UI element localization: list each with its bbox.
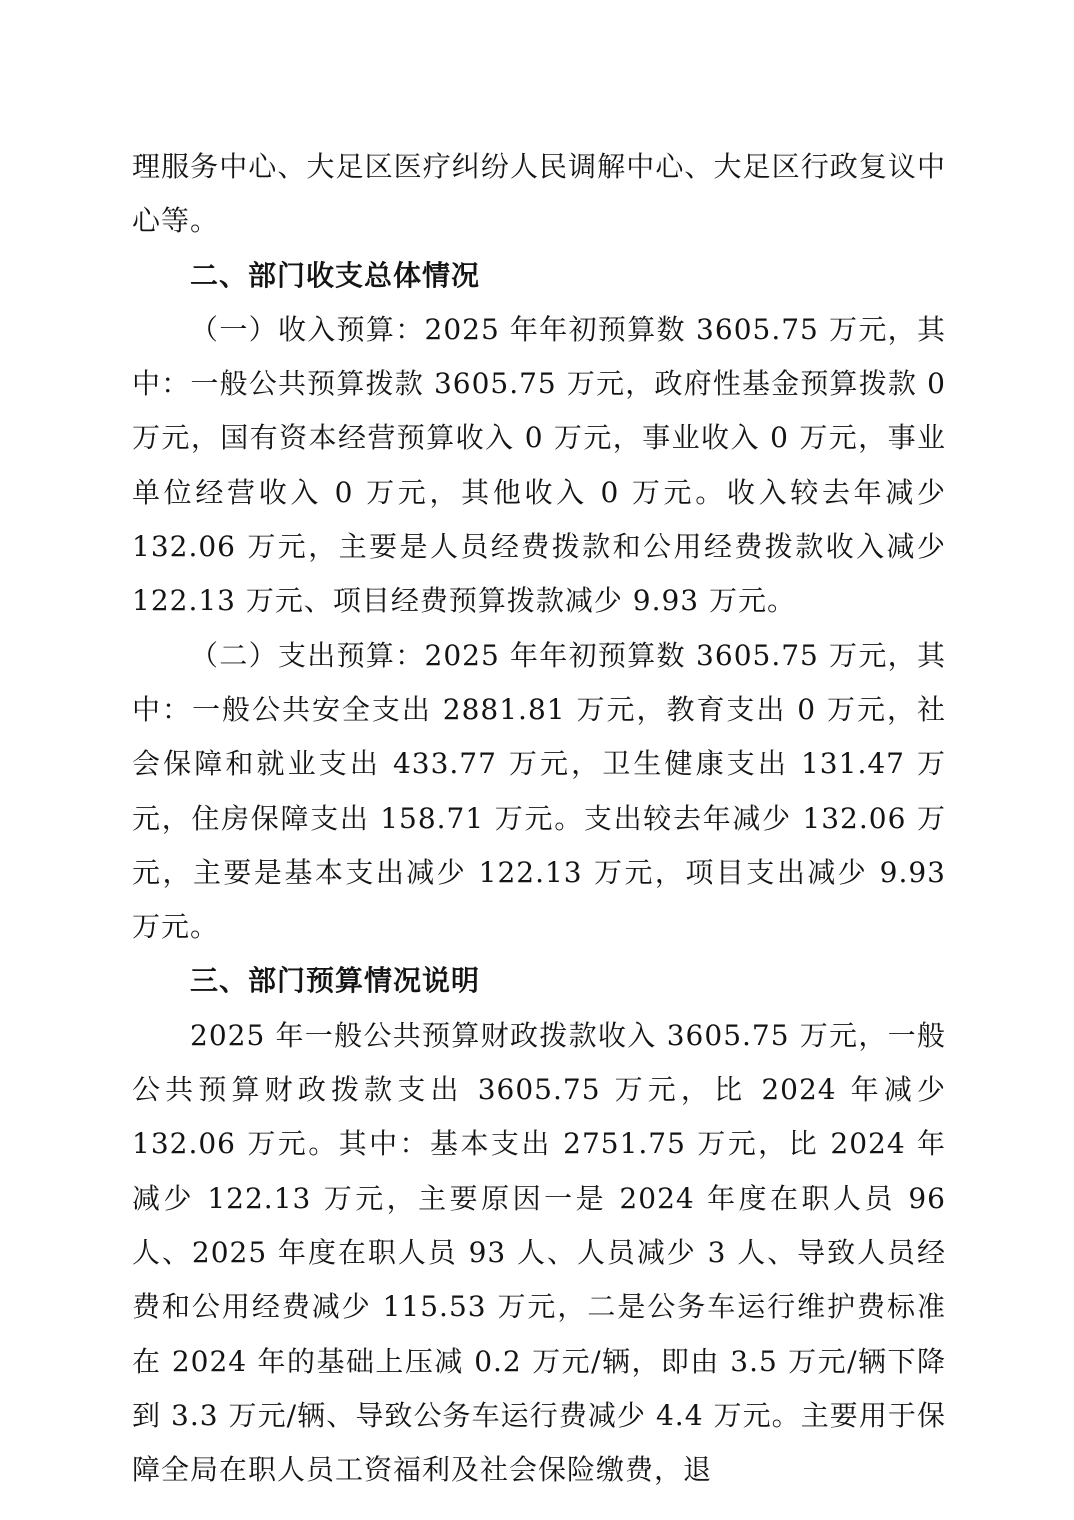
paragraph-continuation: 理服务中心、大足区医疗纠纷人民调解中心、大足区行政复议中心等。 (132, 150, 946, 238)
section-heading-2: 二、部门收支总体情况 (190, 258, 481, 292)
paragraph-expenditure-budget: （二）支出预算：2025 年年初预算数 3605.75 万元，其中：一般公共安全支出 2881.81 万元，教育支出 0 万元，社会保障和就业支出 433.77 万元，卫生健康支出 131.47 万元，住房保障支出 158.71 万元。支出较去年减少 132.06 万元，主要是基本支出减少 122.13 万元，项目支出减少 9.93 万元。 (132, 638, 946, 944)
document-body (132, 140, 946, 1497)
paragraph-budget-explanation: 2025 年一般公共预算财政拨款收入 3605.75 万元，一般公共预算财政拨款支出 3605.75 万元，比 2024 年减少 132.06 万元。其中：基本支出 2751.75 万元，比 2024 年减少 122.13 万元，主要原因一是 2024 年度在职人员 96 人、2025 年度在职人员 93 人、人员减少 3 人、导致人员经费和公用经费减少 115.53 万元，二是公务车运行维护费标准在 2024 年的基础上压减 0.2 万元/辆，即由 3.5 万元/辆下降到 3.3 万元/辆、导致公务车运行费减少 4.4 万元。主要用于保障全局在职人员工资福利及社会保险缴费，退 (132, 1018, 946, 1487)
section-heading-3: 三、部门预算情况说明 (190, 964, 481, 998)
paragraph-income-budget: （一）收入预算：2025 年年初预算数 3605.75 万元，其中：一般公共预算拨款 3605.75 万元，政府性基金预算拨款 0 万元，国有资本经营预算收入 0 万元，事业收入 0 万元，事业单位经营收入 0 万元，其他收入 0 万元。收入较去年减少 132.06 万元，主要是人员经费拨款和公用经费拨款收入减少 122.13 万元、项目经费预算拨款减少 9.93 万元。 (132, 312, 946, 618)
